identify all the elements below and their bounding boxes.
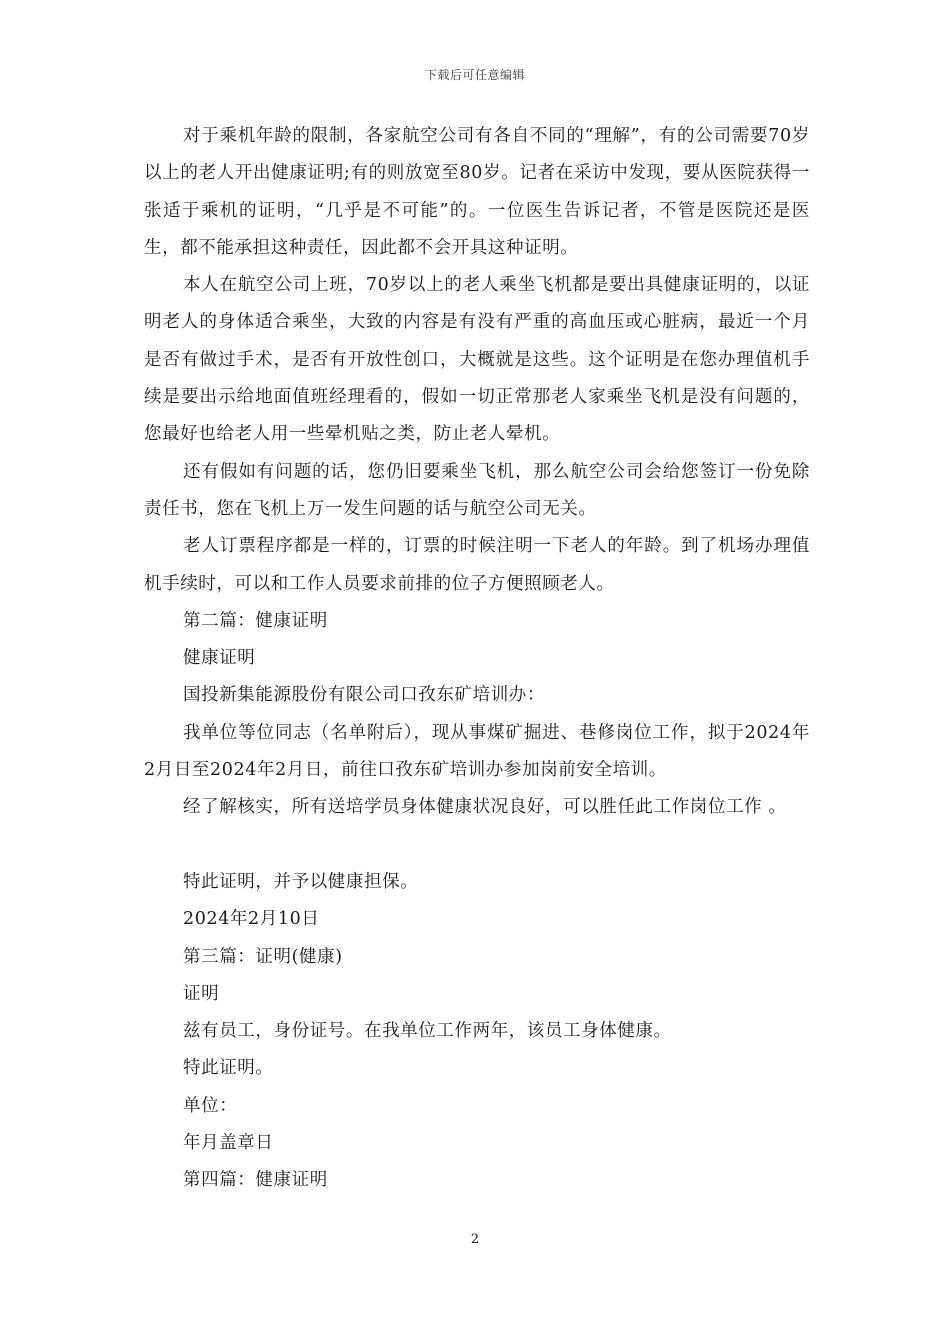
paragraph-age-limit: 对于乘机年龄的限制，各家航空公司有各自不同的“理解”，有的公司需要70岁以上的老人开出健康证明;有的则放宽至80岁。记者在采访中发现，要从医院获得一张适于乘机的证明，“几乎是不可能”的。一位医生告诉记者，不管是医院还是医生，都不能承担这种责任，因此都不会开具这种证明。: [144, 126, 810, 258]
document-body: [144, 118, 810, 1200]
section2-date: 2024年2月10日: [183, 909, 320, 930]
section2-body-2: 经了解核实，所有送培学员身体健康状况良好，可以胜任此工作岗位工作 。: [183, 797, 787, 818]
section3-closing: 特此证明。: [183, 1058, 274, 1079]
section3-date: 年月盖章日: [183, 1133, 274, 1154]
section2-closing: 特此证明，并予以健康担保。: [183, 871, 419, 892]
section3-body: 兹有员工，身份证号。在我单位工作两年，该员工身体健康。: [183, 1021, 672, 1042]
section4-title: 第四篇：健康证明: [183, 1170, 328, 1191]
section3-unit: 单位：: [183, 1095, 238, 1116]
paragraph-booking: 老人订票程序都是一样的，订票的时候注明一下老人的年龄。到了机场办理值机手续时，可以和工作人员要求前排的位子方便照顾老人。: [144, 536, 810, 594]
paragraph-airline-staff: 本人在航空公司上班，70岁以上的老人乘坐飞机都是要出具健康证明的，以证明老人的身体适合乘坐，大致的内容是有没有严重的高血压或心脏病，最近一个月是否有做过手术，是否有开放性创口，大概就是这些。这个证明是在您办理值机手续是要出示给地面值班经理看的，假如一切正常那老人家乘坐飞机是没有问题的，您最好也给老人用一些晕机贴之类，防止老人晕机。: [144, 275, 810, 445]
paragraph-waiver: 还有假如有问题的话，您仍旧要乘坐飞机，那么航空公司会给您签订一份免除责任书，您在飞机上万一发生问题的话与航空公司无关。: [144, 461, 810, 519]
section2-title: 第二篇：健康证明: [183, 610, 328, 631]
page-header: 下载后可任意编辑: [424, 68, 525, 82]
section3-title: 第三篇：证明(健康): [183, 946, 343, 967]
section2-heading: 健康证明: [183, 648, 256, 669]
section2-body-1: 我单位等位同志（名单附后），现从事煤矿掘进、巷修岗位工作，拟于2024年2月日至2024年2月日，前往口孜东矿培训办参加岗前安全培训。: [144, 722, 810, 781]
blank-line: [144, 827, 810, 864]
page-number: 2: [470, 1232, 480, 1247]
section3-heading: 证明: [183, 983, 220, 1004]
section2-addressee: 国投新集能源股份有限公司口孜东矿培训办：: [183, 685, 545, 706]
